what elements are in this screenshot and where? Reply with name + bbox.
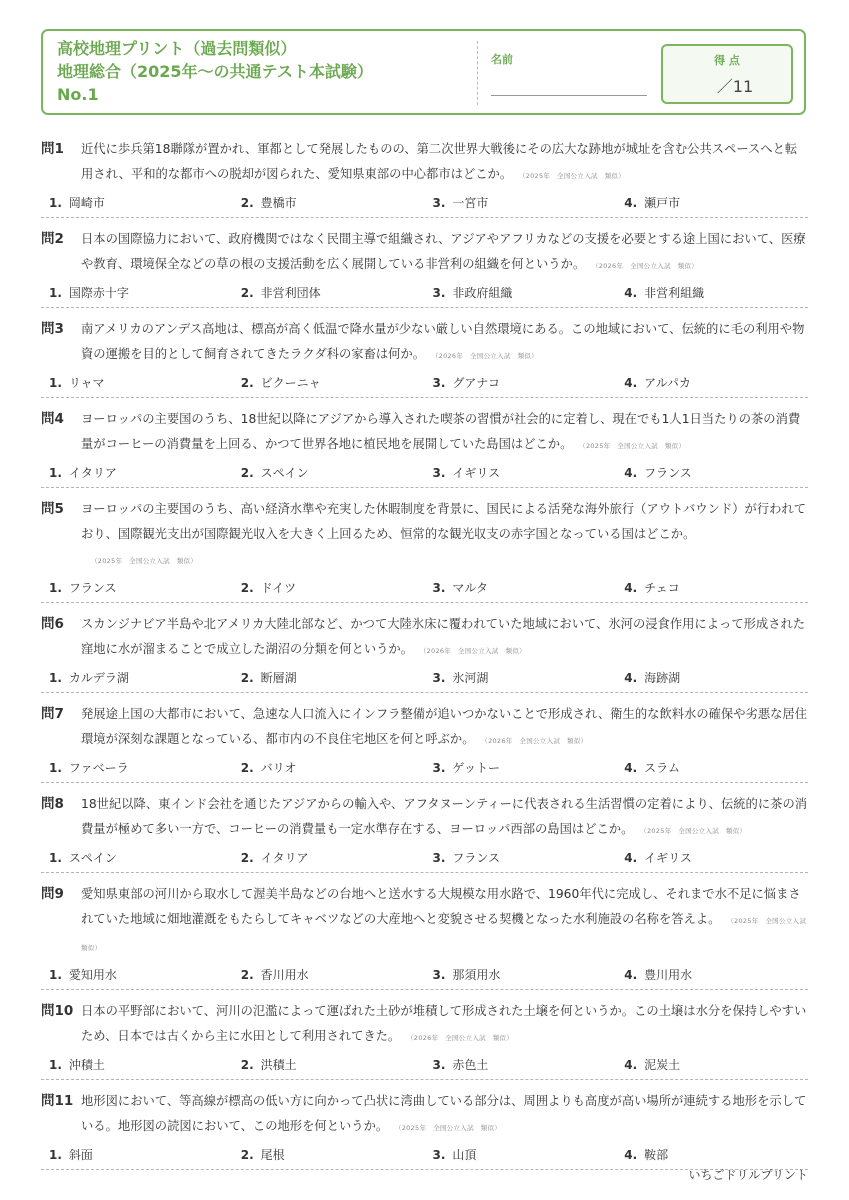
option-label: ドイツ bbox=[260, 581, 297, 595]
answer-option bbox=[41, 579, 233, 596]
question-item bbox=[41, 398, 808, 488]
answer-option bbox=[41, 284, 233, 301]
question-head bbox=[41, 407, 808, 459]
answer-option bbox=[233, 669, 425, 686]
option-label: 国際赤十字 bbox=[68, 286, 129, 300]
answer-options bbox=[41, 464, 808, 481]
answer-option bbox=[616, 1146, 808, 1163]
question-source: （2025年 全国公立入試 類似） bbox=[522, 172, 626, 180]
answer-options bbox=[41, 669, 808, 686]
answer-option bbox=[616, 374, 808, 391]
option-number: 3. bbox=[432, 581, 446, 595]
question-item bbox=[41, 990, 808, 1080]
option-number: 1. bbox=[49, 286, 62, 300]
answer-option bbox=[233, 464, 425, 481]
option-label: ビクーニャ bbox=[260, 376, 321, 390]
option-label: フランス bbox=[644, 466, 692, 480]
option-number: 4. bbox=[624, 286, 638, 300]
option-number: 3. bbox=[432, 466, 446, 480]
score-box bbox=[661, 44, 793, 104]
worksheet-title bbox=[57, 37, 373, 106]
answer-option bbox=[41, 966, 233, 983]
question-text: スカンジナビア半島や北アメリカ大陸北部など、かつて大陸氷床に覆われていた地域において、氷河の浸食作用によって形成された窪地に水が溜まることで成立した湖沼の分類を何というか。 bbox=[81, 617, 806, 656]
name-field-line bbox=[491, 95, 647, 96]
option-label: 海跡湖 bbox=[644, 671, 681, 685]
answer-option bbox=[616, 849, 808, 866]
option-number: 2. bbox=[240, 1148, 254, 1162]
option-label: 泥炭土 bbox=[644, 1058, 681, 1072]
question-item bbox=[41, 1080, 808, 1170]
option-number: 1. bbox=[49, 376, 62, 390]
option-label: チェコ bbox=[644, 581, 680, 595]
question-head bbox=[41, 1089, 808, 1141]
question-source: （2025年 全国公立入試 類似） bbox=[582, 442, 686, 450]
answer-option bbox=[425, 1056, 617, 1073]
question-source: （2025年 全国公立入試 類似） bbox=[91, 557, 198, 565]
question-source: （2025年 全国公立入試 類似） bbox=[643, 827, 747, 835]
answer-option bbox=[41, 194, 233, 211]
question-text-block bbox=[81, 999, 808, 1051]
option-number: 1. bbox=[49, 581, 62, 595]
answer-option bbox=[233, 849, 425, 866]
option-number: 1. bbox=[49, 1058, 62, 1072]
question-head bbox=[41, 137, 808, 189]
header-divider bbox=[477, 41, 478, 105]
answer-options bbox=[41, 759, 808, 776]
question-head bbox=[41, 227, 808, 279]
answer-option bbox=[425, 579, 617, 596]
answer-options bbox=[41, 579, 808, 596]
option-label: 洪積土 bbox=[260, 1058, 297, 1072]
question-source: （2025年 全国公立入試 類似） bbox=[81, 917, 813, 952]
option-number: 2. bbox=[240, 581, 254, 595]
option-number: 4. bbox=[624, 1058, 638, 1072]
question-text: 日本の平野部において、河川の氾濫によって運ばれた土砂が堆積して形成された土壌を何というか。この土壌は水分を保持しやすいため、日本では古くから主に水田として利用されてきた。 bbox=[81, 1004, 807, 1043]
answer-option bbox=[233, 1146, 425, 1163]
answer-options bbox=[41, 966, 808, 983]
answer-option bbox=[425, 669, 617, 686]
question-source: （2026年 全国公立入試 類似） bbox=[595, 262, 699, 270]
question-list bbox=[41, 128, 813, 1170]
option-label: 非営利組織 bbox=[644, 286, 705, 300]
option-label: 鞍部 bbox=[644, 1148, 669, 1162]
answer-options bbox=[41, 1056, 808, 1073]
answer-option bbox=[425, 464, 617, 481]
question-text: 愛知県東部の河川から取水して渥美半島などの台地へと送水する大規模な用水路で、1960年代に完成し、それまで水不足に悩まされていた地域に畑地灌漑をもたらしてキャベツなどの大産地へと変貌させる契機となった水利施設の名称を答えよ。 bbox=[81, 887, 801, 926]
option-number: 3. bbox=[432, 1148, 446, 1162]
option-label: 斜面 bbox=[68, 1148, 93, 1162]
option-label: ファベーラ bbox=[68, 761, 129, 775]
question-head bbox=[41, 317, 808, 369]
option-number: 1. bbox=[49, 761, 62, 775]
option-label: カルデラ湖 bbox=[68, 671, 129, 685]
option-number: 2. bbox=[240, 671, 254, 685]
option-number: 4. bbox=[624, 466, 638, 480]
question-number: 問11 bbox=[41, 1093, 74, 1109]
answer-option bbox=[233, 759, 425, 776]
answer-option bbox=[616, 669, 808, 686]
answer-option bbox=[233, 966, 425, 983]
option-label: イタリア bbox=[260, 851, 309, 865]
question-item bbox=[41, 308, 808, 398]
option-label: 沖積土 bbox=[68, 1058, 105, 1072]
option-number: 4. bbox=[624, 376, 638, 390]
option-number: 1. bbox=[49, 466, 62, 480]
answer-option bbox=[41, 1146, 233, 1163]
option-number: 1. bbox=[49, 196, 62, 210]
question-text-block bbox=[81, 317, 808, 369]
option-label: 非政府組織 bbox=[452, 286, 513, 300]
option-label: 尾根 bbox=[260, 1148, 285, 1162]
question-head bbox=[41, 702, 808, 754]
option-number: 4. bbox=[624, 671, 638, 685]
option-number: 3. bbox=[432, 1058, 446, 1072]
question-source: （2026年 全国公立入試 類似） bbox=[410, 1034, 514, 1042]
option-number: 4. bbox=[624, 968, 638, 982]
option-label: フランス bbox=[68, 581, 117, 595]
option-label: フランス bbox=[452, 851, 501, 865]
option-label: 非営利団体 bbox=[260, 286, 321, 300]
answer-option bbox=[41, 759, 233, 776]
answer-options bbox=[41, 194, 808, 211]
question-head bbox=[41, 999, 808, 1051]
answer-option bbox=[233, 579, 425, 596]
option-label: ゲットー bbox=[452, 761, 500, 775]
option-number: 4. bbox=[624, 761, 638, 775]
answer-option bbox=[425, 759, 617, 776]
option-number: 4. bbox=[624, 196, 638, 210]
option-number: 1. bbox=[49, 671, 62, 685]
question-number: 問5 bbox=[41, 501, 64, 517]
option-label: 愛知用水 bbox=[68, 968, 117, 982]
option-label: バリオ bbox=[260, 761, 297, 775]
answer-option bbox=[616, 284, 808, 301]
answer-option bbox=[425, 284, 617, 301]
option-number: 3. bbox=[432, 286, 446, 300]
option-number: 3. bbox=[432, 761, 446, 775]
option-label: スペイン bbox=[260, 466, 309, 480]
option-label: 断層湖 bbox=[260, 671, 297, 685]
question-text: 近代に歩兵第18聯隊が置かれ、軍都として発展したものの、第二次世界大戦後にその広大な跡地が城址を含む公共スペースへと転用され、平和的な都市への脱却が図られた、愛知県東部の中心都市はどこか。 bbox=[81, 142, 798, 181]
option-number: 2. bbox=[240, 196, 254, 210]
option-number: 3. bbox=[432, 376, 446, 390]
option-number: 2. bbox=[240, 761, 254, 775]
answer-option bbox=[616, 1056, 808, 1073]
question-item bbox=[41, 218, 808, 308]
answer-option bbox=[233, 374, 425, 391]
question-text-block bbox=[81, 792, 808, 844]
option-label: 氷河湖 bbox=[452, 671, 489, 685]
question-number: 問6 bbox=[41, 616, 64, 632]
question-text-block bbox=[81, 702, 808, 754]
question-source: （2026年 全国公立入試 類似） bbox=[484, 737, 588, 745]
option-number: 3. bbox=[432, 851, 446, 865]
footer-brand: いちごドリルプリント bbox=[688, 1168, 808, 1182]
option-number: 3. bbox=[432, 671, 446, 685]
option-number: 3. bbox=[432, 968, 446, 982]
question-number: 問3 bbox=[41, 321, 64, 337]
answer-option bbox=[233, 194, 425, 211]
answer-option bbox=[616, 579, 808, 596]
title-line-2: 地理総合（2025年〜の共通テスト本試験） bbox=[57, 62, 373, 81]
score-value: ／11 bbox=[716, 77, 754, 96]
question-item bbox=[41, 488, 808, 603]
question-text: ヨーロッパの主要国のうち、18世紀以降にアジアから導入された喫茶の習慣が社会的に定着し、現在でも1人1日当たりの茶の消費量がコーヒーの消費量を上回る、かつて世界各地に植民地を展開していた島国はどこか。 bbox=[81, 412, 801, 451]
question-head bbox=[41, 612, 808, 664]
option-label: 赤色土 bbox=[452, 1058, 489, 1072]
question-number: 問4 bbox=[41, 411, 64, 427]
option-label: マルタ bbox=[452, 581, 488, 595]
answer-option bbox=[425, 374, 617, 391]
option-label: イギリス bbox=[644, 851, 692, 865]
worksheet-header bbox=[41, 29, 806, 115]
option-number: 4. bbox=[624, 581, 638, 595]
question-source: （2026年 全国公立入試 類似） bbox=[435, 352, 538, 360]
answer-option bbox=[425, 1146, 617, 1163]
option-number: 3. bbox=[432, 196, 446, 210]
question-text: 南アメリカのアンデス高地は、標高が高く低温で降水量が少ない厳しい自然環境にある。この地域において、伝統的に毛の利用や物資の運搬を目的として飼育されてきたラクダ科の家畜は何か。 bbox=[81, 322, 805, 361]
option-label: アルパカ bbox=[644, 376, 691, 390]
question-item bbox=[41, 603, 808, 693]
answer-option bbox=[41, 1056, 233, 1073]
question-item bbox=[41, 873, 813, 990]
answer-option bbox=[616, 464, 808, 481]
option-number: 4. bbox=[624, 1148, 638, 1162]
score-label: 得 点 bbox=[714, 54, 740, 67]
option-number: 2. bbox=[240, 1058, 254, 1072]
question-text-block bbox=[81, 227, 808, 279]
question-text-block bbox=[81, 497, 808, 574]
option-number: 1. bbox=[49, 1148, 62, 1162]
answer-options bbox=[41, 374, 808, 391]
option-label: 豊橋市 bbox=[260, 196, 297, 210]
answer-option bbox=[41, 669, 233, 686]
option-label: スペイン bbox=[68, 851, 117, 865]
answer-option bbox=[616, 966, 808, 983]
option-label: 香川用水 bbox=[260, 968, 309, 982]
answer-option bbox=[233, 284, 425, 301]
question-text: 日本の国際協力において、政府機関ではなく民間主導で組織され、アジアやアフリカなどの支援を必要とする途上国において、医療や教育、環境保全などの草の根の支援活動を広く展開している非営利の組織を何というか。 bbox=[81, 232, 806, 271]
option-label: 岡崎市 bbox=[68, 196, 105, 210]
question-number: 問2 bbox=[41, 231, 64, 247]
option-number: 4. bbox=[624, 851, 638, 865]
answer-option bbox=[41, 374, 233, 391]
option-label: 瀬戸市 bbox=[644, 196, 681, 210]
answer-options bbox=[41, 1146, 808, 1163]
answer-option bbox=[616, 194, 808, 211]
option-label: イギリス bbox=[452, 466, 501, 480]
question-text: 18世紀以降、東インド会社を通じたアジアからの輸入や、アフタヌーンティーに代表される生活習慣の定着により、伝統的に茶の消費量が極めて多い一方で、コーヒーの消費量も一定水準存在する、ヨーロッパ西部の島国はどこか。 bbox=[81, 797, 808, 836]
option-number: 2. bbox=[240, 968, 254, 982]
question-head bbox=[41, 882, 813, 961]
question-source: （2025年 全国公立入試 類似） bbox=[398, 1124, 502, 1132]
answer-option bbox=[425, 966, 617, 983]
answer-option bbox=[41, 464, 233, 481]
question-text-block bbox=[81, 407, 808, 459]
question-text-block bbox=[81, 137, 808, 189]
option-label: 山頂 bbox=[452, 1148, 477, 1162]
title-line-3: No.1 bbox=[57, 85, 99, 104]
option-number: 2. bbox=[240, 286, 254, 300]
title-line-1: 高校地理プリント（過去問類似） bbox=[57, 39, 297, 58]
answer-option bbox=[41, 849, 233, 866]
answer-option bbox=[616, 759, 808, 776]
answer-options bbox=[41, 284, 808, 301]
question-number: 問8 bbox=[41, 796, 64, 812]
answer-option bbox=[233, 1056, 425, 1073]
question-text-block bbox=[81, 1089, 808, 1141]
option-number: 2. bbox=[240, 851, 254, 865]
option-number: 2. bbox=[240, 466, 254, 480]
option-label: リャマ bbox=[68, 376, 105, 390]
question-text: ヨーロッパの主要国のうち、高い経済水準や充実した休暇制度を背景に、国民による活発な海外旅行（アウトバウンド）が行われており、国際観光支出が国際観光収入を大きく上回るため、恒常的な観光収支の赤字国となっている国はどこか。 bbox=[81, 502, 807, 541]
question-text-block bbox=[81, 882, 813, 961]
option-number: 1. bbox=[49, 968, 62, 982]
option-label: グアナコ bbox=[452, 376, 500, 390]
option-label: 那須用水 bbox=[452, 968, 501, 982]
option-label: 豊川用水 bbox=[644, 968, 693, 982]
answer-options bbox=[41, 849, 808, 866]
option-label: 一宮市 bbox=[452, 196, 489, 210]
question-item bbox=[41, 128, 808, 218]
question-text: 発展途上国の大都市において、急速な人口流入にインフラ整備が追いつかないことで形成され、衛生的な飲料水の確保や劣悪な居住環境が深刻な課題となっている、都市内の不良住宅地区を何と呼ぶか。 bbox=[81, 707, 808, 746]
option-number: 1. bbox=[49, 851, 62, 865]
question-number: 問9 bbox=[41, 886, 64, 902]
option-label: スラム bbox=[644, 761, 681, 775]
question-head bbox=[41, 792, 808, 844]
option-number: 2. bbox=[240, 376, 254, 390]
question-text-block bbox=[81, 612, 808, 664]
question-item bbox=[41, 693, 808, 783]
name-label: 名前 bbox=[491, 53, 513, 66]
option-label: イタリア bbox=[68, 466, 117, 480]
answer-option bbox=[425, 194, 617, 211]
question-number: 問1 bbox=[41, 141, 64, 157]
question-item bbox=[41, 783, 808, 873]
question-source: （2026年 全国公立入試 類似） bbox=[423, 647, 526, 655]
question-number: 問7 bbox=[41, 706, 64, 722]
question-number: 問10 bbox=[41, 1003, 74, 1019]
answer-option bbox=[425, 849, 617, 866]
question-text: 地形図において、等高線が標高の低い方に向かって凸状に湾曲している部分は、周囲よりも高度が高い場所が連続する地形を示している。地形図の読図において、この地形を何というか。 bbox=[81, 1094, 807, 1133]
question-head bbox=[41, 497, 808, 574]
